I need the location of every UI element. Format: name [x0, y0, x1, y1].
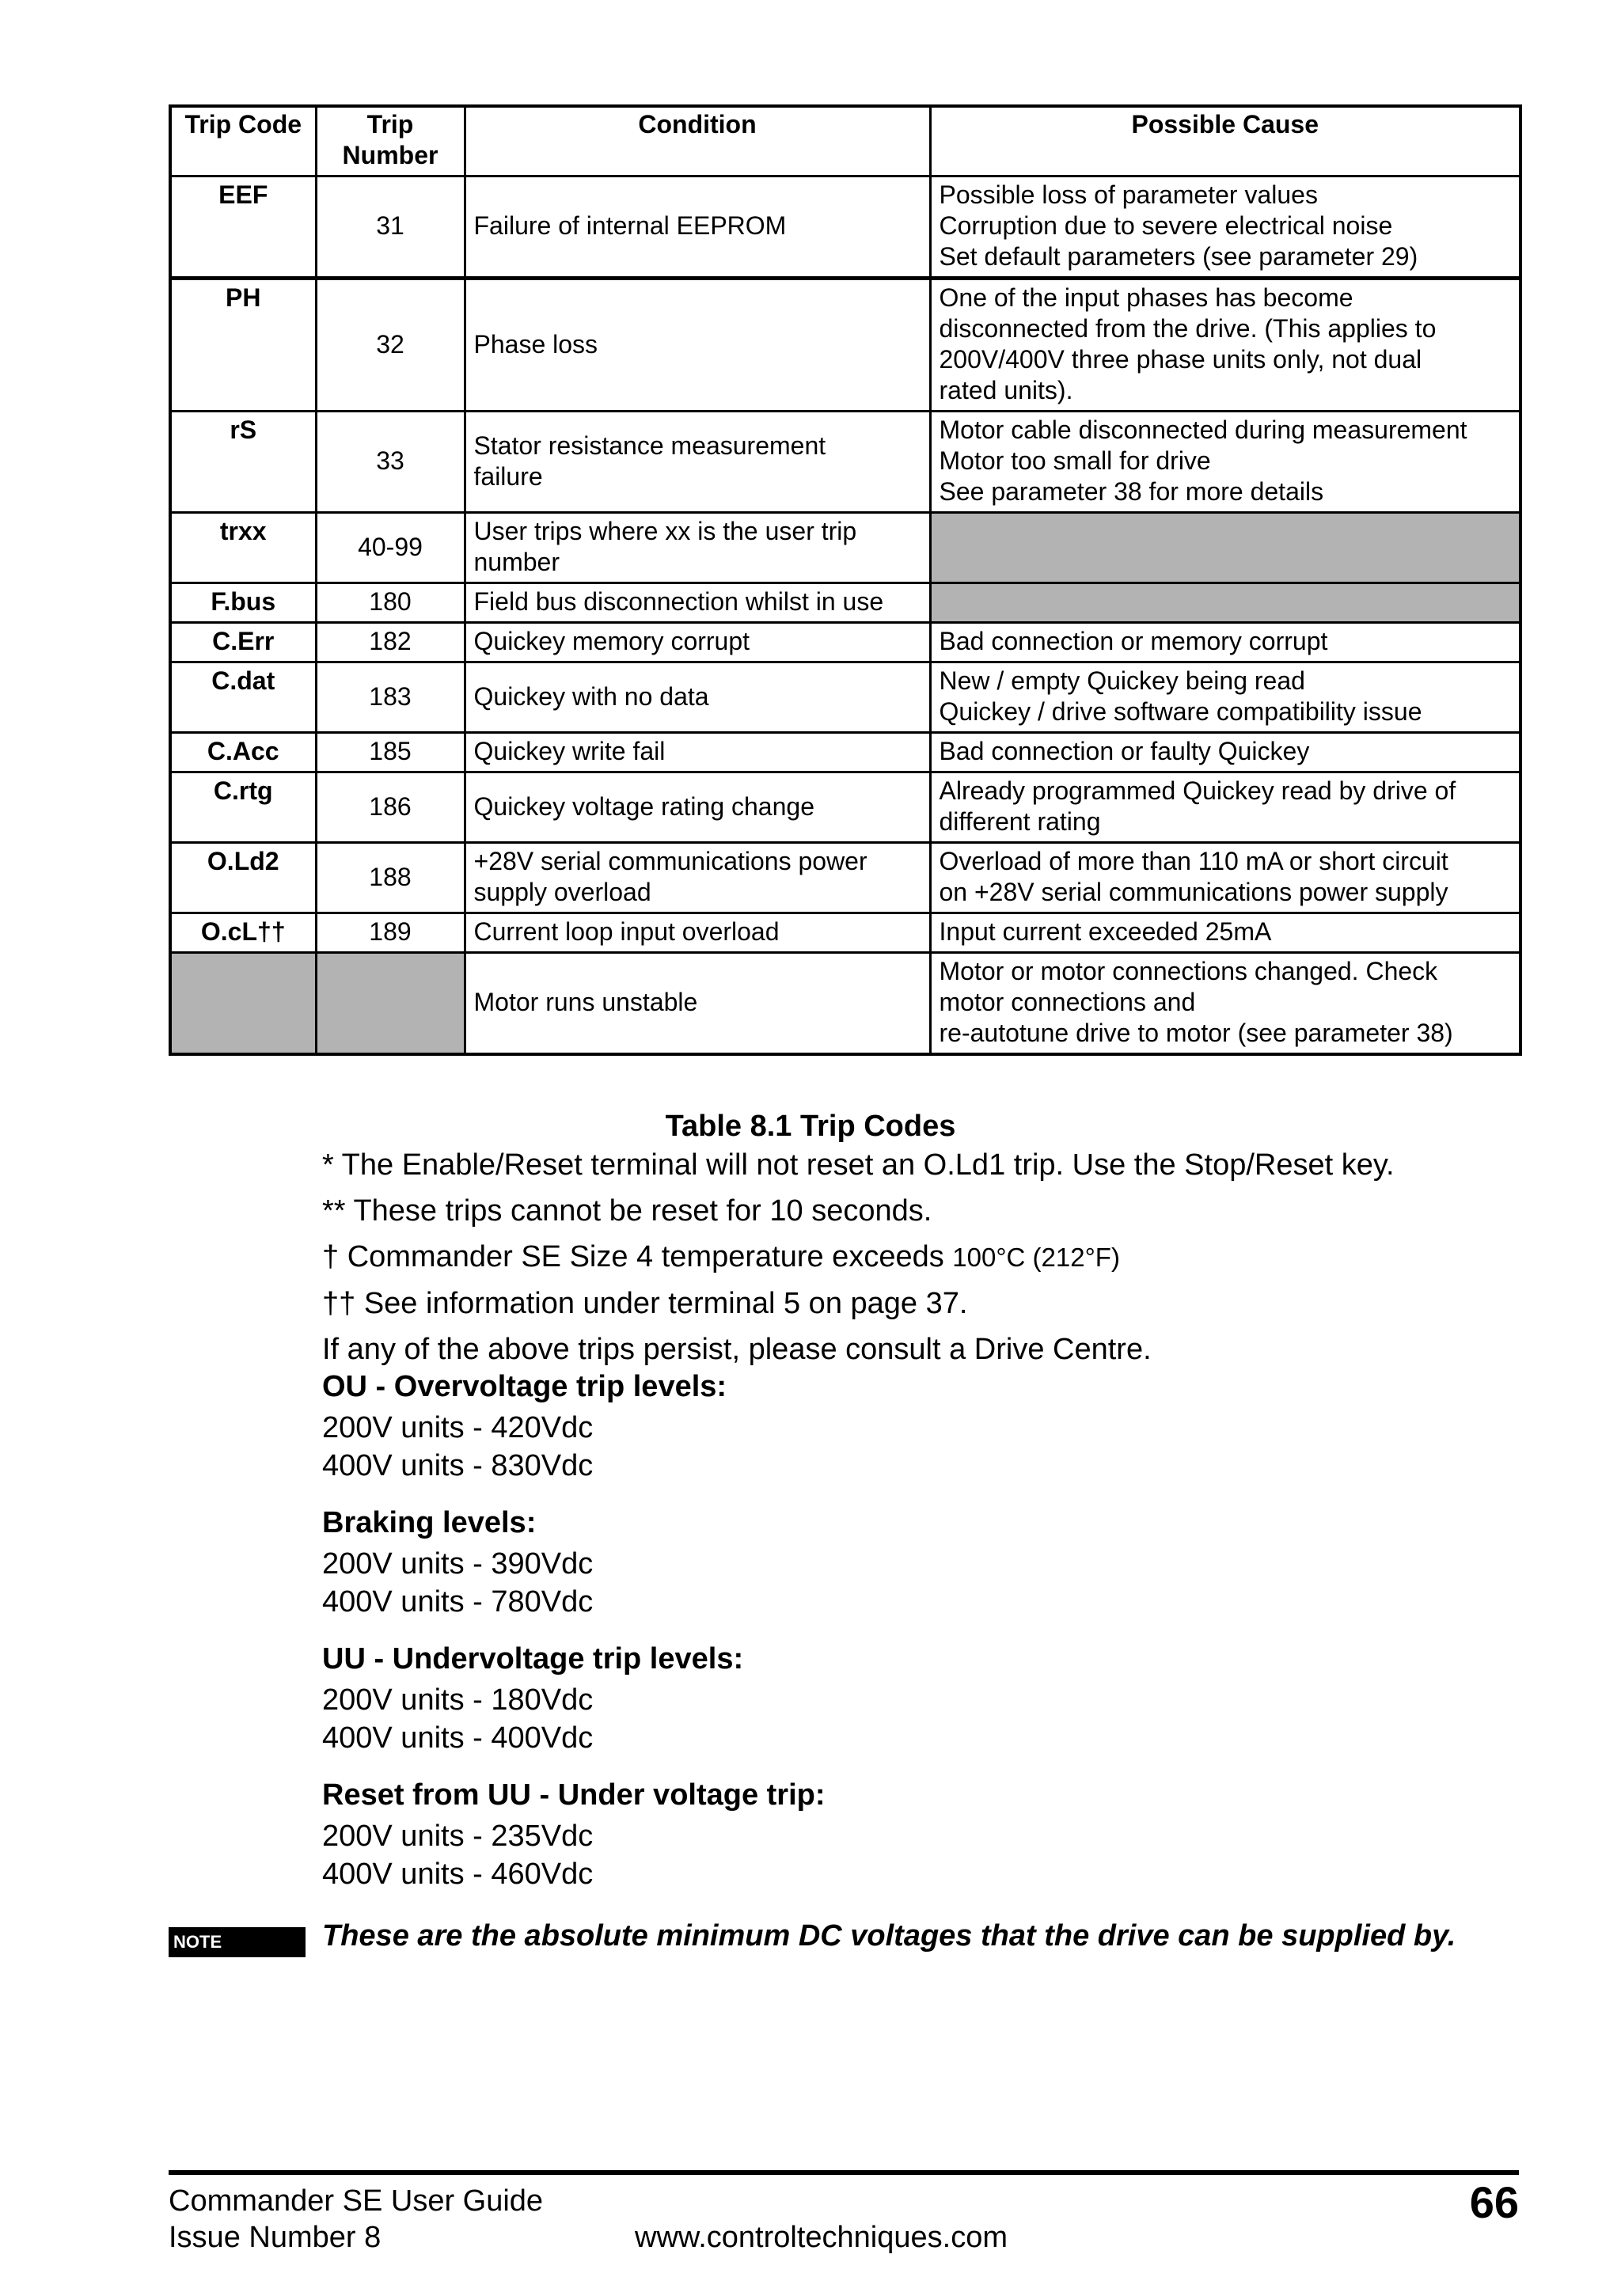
trip-code-cell: O.Ld2: [170, 843, 316, 913]
table-row: [170, 279, 1520, 412]
condition-cell: Quickey write fail: [465, 733, 930, 772]
footer-rule: [169, 2170, 1519, 2175]
footnote-temperature: [322, 1238, 1395, 1277]
braking-200v: 200V units - 390Vdc: [322, 1547, 594, 1581]
trip-code-cell: rS: [170, 412, 316, 513]
undervoltage-200v: 200V units - 180Vdc: [322, 1683, 594, 1717]
table-row: [170, 662, 1520, 733]
trip-code-cell: [170, 953, 316, 1055]
table-caption: Table 8.1 Trip Codes: [665, 1110, 956, 1143]
possible-cause-cell: Motor cable disconnected during measurement Motor too small for drive See parameter 38 for more details: [930, 412, 1520, 513]
table-row: [170, 176, 1520, 279]
reset-400v: 400V units - 460Vdc: [322, 1858, 594, 1891]
table-row: [170, 843, 1520, 913]
footnote-temperature-value: 100°C (212°F): [952, 1243, 1120, 1272]
table-row: [170, 513, 1520, 583]
condition-cell: Motor runs unstable: [465, 953, 930, 1055]
table-header-row: [170, 106, 1520, 176]
reset-section: [322, 1776, 826, 1893]
table-row: [170, 733, 1520, 772]
possible-cause-cell: Already programmed Quickey read by drive of different rating: [930, 772, 1520, 843]
table-row: [170, 623, 1520, 662]
page-number: 66: [1469, 2177, 1519, 2227]
possible-cause-cell: One of the input phases has become disconnected from the drive. (This applies to 200V/400V three phase units only, not dual rated units).: [930, 279, 1520, 412]
trip-code-cell: PH: [170, 279, 316, 412]
braking-section: [322, 1504, 593, 1621]
trip-number-cell: 40-99: [316, 513, 465, 583]
trip-number-cell: 188: [316, 843, 465, 913]
footnote-drive-centre: If any of the above trips persist, please consult a Drive Centre.: [322, 1333, 1152, 1366]
footnote-temperature-text: † Commander SE Size 4 temperature exceeds: [322, 1240, 953, 1273]
condition-cell: Quickey memory corrupt: [465, 623, 930, 662]
trip-number-cell: 185: [316, 733, 465, 772]
condition-cell: Stator resistance measurement failure: [465, 412, 930, 513]
condition-cell: User trips where xx is the user trip number: [465, 513, 930, 583]
header-condition: Condition: [465, 106, 930, 176]
condition-cell: Quickey with no data: [465, 662, 930, 733]
condition-cell: Current loop input overload: [465, 913, 930, 953]
reset-heading: Reset from UU - Under voltage trip:: [322, 1778, 826, 1812]
condition-cell: Failure of internal EEPROM: [465, 176, 930, 279]
trip-number-cell: 186: [316, 772, 465, 843]
overvoltage-heading: OU - Overvoltage trip levels:: [322, 1370, 727, 1403]
trip-number-cell: 182: [316, 623, 465, 662]
trip-number-cell: 180: [316, 583, 465, 623]
table-row: [170, 913, 1520, 953]
note-text: These are the absolute minimum DC voltages that the drive can be supplied by.: [322, 1919, 1456, 1953]
table-row: [170, 772, 1520, 843]
overvoltage-section: [322, 1368, 727, 1485]
overvoltage-400v: 400V units - 830Vdc: [322, 1449, 594, 1482]
header-trip-code: Trip Code: [170, 106, 316, 176]
possible-cause-cell: [930, 583, 1520, 623]
braking-heading: Braking levels:: [322, 1506, 537, 1539]
possible-cause-cell: Bad connection or memory corrupt: [930, 623, 1520, 662]
undervoltage-heading: UU - Undervoltage trip levels:: [322, 1642, 744, 1676]
footnote-reset-delay: ** These trips cannot be reset for 10 seconds.: [322, 1194, 932, 1228]
trip-code-cell: C.Acc: [170, 733, 316, 772]
trip-number-cell: 183: [316, 662, 465, 733]
footer-issue: Issue Number 8: [169, 2221, 382, 2254]
possible-cause-cell: Overload of more than 110 mA or short circuit on +28V serial communications power supply: [930, 843, 1520, 913]
footnotes: [322, 1146, 1395, 1376]
condition-cell: Quickey voltage rating change: [465, 772, 930, 843]
condition-cell: +28V serial communications power supply overload: [465, 843, 930, 913]
trip-number-cell: 31: [316, 176, 465, 279]
trip-number-cell: 189: [316, 913, 465, 953]
possible-cause-cell: New / empty Quickey being read Quickey / drive software compatibility issue: [930, 662, 1520, 733]
trip-code-cell: F.bus: [170, 583, 316, 623]
trip-number-cell: 32: [316, 279, 465, 412]
trip-code-cell: C.Err: [170, 623, 316, 662]
condition-cell: Phase loss: [465, 279, 930, 412]
trip-code-cell: C.dat: [170, 662, 316, 733]
reset-200v: 200V units - 235Vdc: [322, 1820, 594, 1853]
condition-cell: Field bus disconnection whilst in use: [465, 583, 930, 623]
note-badge: NOTE: [169, 1927, 306, 1957]
undervoltage-section: [322, 1640, 743, 1757]
possible-cause-cell: Bad connection or faulty Quickey: [930, 733, 1520, 772]
footer-title: Commander SE User Guide: [169, 2184, 544, 2218]
table-row: [170, 583, 1520, 623]
trip-number-cell: 33: [316, 412, 465, 513]
trip-code-cell: O.cL††: [170, 913, 316, 953]
trip-code-cell: trxx: [170, 513, 316, 583]
table-row: [170, 412, 1520, 513]
possible-cause-cell: Input current exceeded 25mA: [930, 913, 1520, 953]
footnote-terminal: †† See information under terminal 5 on page 37.: [322, 1287, 968, 1320]
footer-url: www.controltechniques.com: [635, 2221, 1008, 2254]
footnote-enable-reset: * The Enable/Reset terminal will not reset an O.Ld1 trip. Use the Stop/Reset key.: [322, 1148, 1395, 1182]
trip-codes-table: [169, 104, 1522, 1056]
table-row: [170, 953, 1520, 1055]
undervoltage-400v: 400V units - 400Vdc: [322, 1721, 594, 1755]
braking-400v: 400V units - 780Vdc: [322, 1585, 594, 1619]
possible-cause-cell: Possible loss of parameter values Corruption due to severe electrical noise Set default parameters (see parameter 29): [930, 176, 1520, 279]
header-trip-number: Trip Number: [316, 106, 465, 176]
footer-left: [169, 2183, 543, 2256]
possible-cause-cell: Motor or motor connections changed. Check motor connections and re-autotune drive to motor (see parameter 38): [930, 953, 1520, 1055]
overvoltage-200v: 200V units - 420Vdc: [322, 1411, 594, 1444]
header-possible-cause: Possible Cause: [930, 106, 1520, 176]
trip-code-cell: EEF: [170, 176, 316, 279]
trip-code-cell: C.rtg: [170, 772, 316, 843]
trip-number-cell: [316, 953, 465, 1055]
possible-cause-cell: [930, 513, 1520, 583]
